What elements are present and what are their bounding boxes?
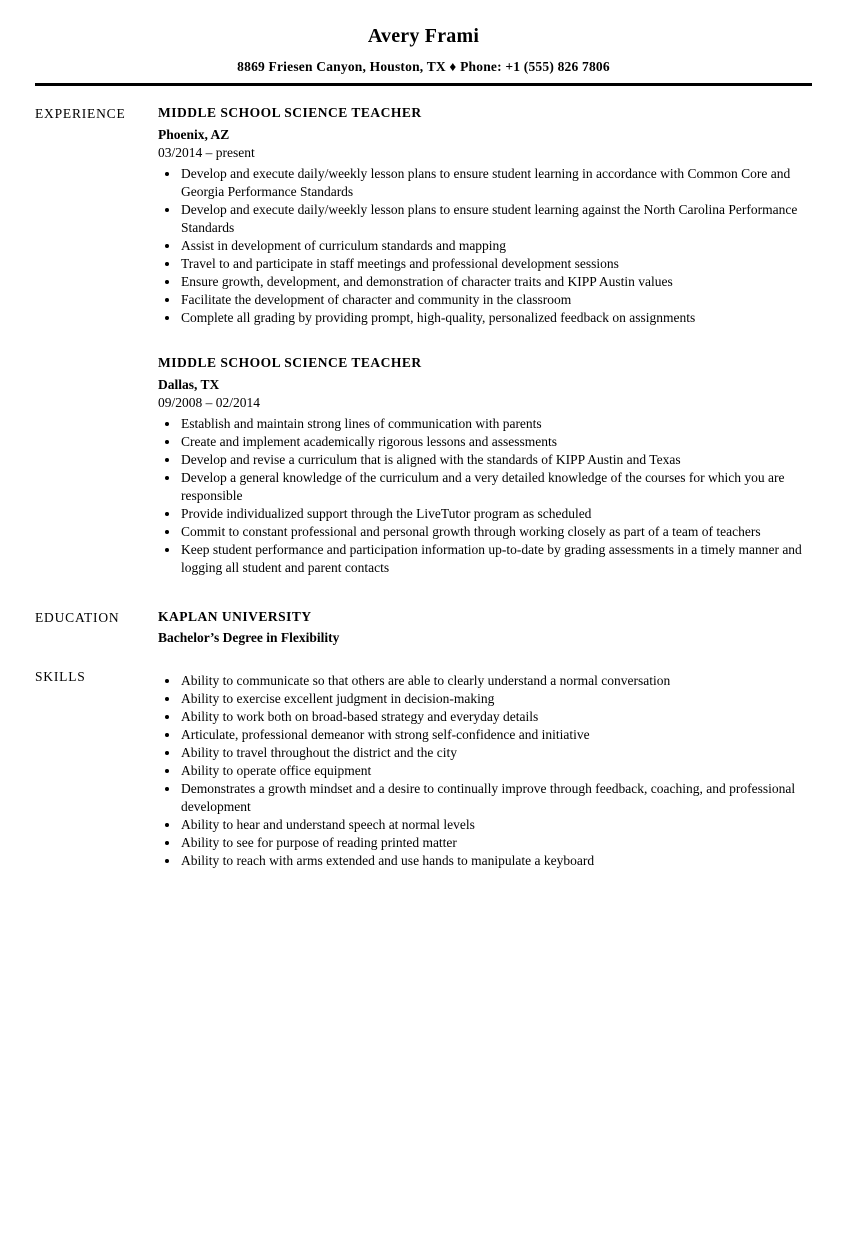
header-divider	[35, 83, 812, 86]
skill-bullet: • Ability to see for purpose of reading printed matter	[180, 834, 812, 852]
skill-bullet: • Ability to exercise excellent judgment in decision-making	[180, 690, 812, 708]
job-title: MIDDLE SCHOOL SCIENCE TEACHER	[158, 355, 422, 370]
skills-list	[158, 672, 812, 870]
contact-line: 8869 Friesen Canyon, Houston, TX ♦ Phone: +1 (555) 826 7806	[237, 59, 610, 74]
experience-jobs	[158, 105, 812, 577]
section-label-education: EDUCATION	[35, 610, 120, 625]
job-bullet: • Create and implement academically rigorous lessons and assessments	[180, 433, 812, 451]
job-bullet: • Provide individualized support through the LiveTutor program as scheduled	[180, 505, 812, 523]
skills-section	[35, 668, 812, 870]
school-name: KAPLAN UNIVERSITY	[158, 609, 312, 624]
job-bullet: • Develop and revise a curriculum that is aligned with the standards of KIPP Austin and Texas	[180, 451, 812, 469]
job-dates: 09/2008 – 02/2014	[158, 395, 261, 410]
job-bullet: • Keep student performance and participation information up-to-date by grading assessments in a timely manner and logging all student and parent contacts	[180, 541, 812, 577]
education-content	[158, 609, 812, 646]
job-bullet: • Assist in development of curriculum standards and mapping	[180, 237, 812, 255]
job-bullet: • Develop and execute daily/weekly lesson plans to ensure student learning in accordance with Common Core and Georgia Performance Standards	[180, 165, 812, 201]
section-label-skills: SKILLS	[35, 669, 86, 684]
job-title: MIDDLE SCHOOL SCIENCE TEACHER	[158, 105, 422, 120]
skills-content	[158, 668, 812, 870]
job-bullet: • Facilitate the development of character and community in the classroom	[180, 291, 812, 309]
skill-bullet: • Demonstrates a growth mindset and a desire to continually improve through feedback, coaching, and professional development	[180, 780, 812, 816]
job-bullet: • Complete all grading by providing prompt, high-quality, personalized feedback on assignments	[180, 309, 812, 327]
job-entry	[158, 105, 812, 327]
resume-header	[35, 25, 812, 75]
job-bullets	[158, 415, 812, 577]
skill-bullet: • Articulate, professional demeanor with strong self-confidence and initiative	[180, 726, 812, 744]
job-dates: 03/2014 – present	[158, 145, 255, 160]
job-bullet: • Ensure growth, development, and demonstration of character traits and KIPP Austin values	[180, 273, 812, 291]
person-name: Avery Frami	[367, 25, 480, 47]
job-location: Phoenix, AZ	[158, 127, 230, 142]
skill-bullet: • Ability to reach with arms extended and use hands to manipulate a keyboard	[180, 852, 812, 870]
job-bullet: • Develop a general knowledge of the curriculum and a very detailed knowledge of the courses for which you are responsible	[180, 469, 812, 505]
skill-bullet: • Ability to work both on broad-based strategy and everyday details	[180, 708, 812, 726]
job-bullet: • Commit to constant professional and personal growth through working closely as part of a team of teachers	[180, 523, 812, 541]
section-label-experience: EXPERIENCE	[35, 106, 126, 121]
skill-bullet: • Ability to hear and understand speech at normal levels	[180, 816, 812, 834]
job-bullet: • Develop and execute daily/weekly lesson plans to ensure student learning against the North Carolina Performance Standards	[180, 201, 812, 237]
job-bullets	[158, 165, 812, 327]
job-location: Dallas, TX	[158, 377, 220, 392]
job-bullet: • Establish and maintain strong lines of communication with parents	[180, 415, 812, 433]
skill-bullet: • Ability to travel throughout the district and the city	[180, 744, 812, 762]
experience-section	[35, 105, 812, 577]
skill-bullet: • Ability to communicate so that others are able to clearly understand a normal conversation	[180, 672, 812, 690]
education-section	[35, 609, 812, 646]
degree-name: Bachelor’s Degree in Flexibility	[158, 630, 340, 645]
job-entry	[158, 355, 812, 577]
job-bullet: • Travel to and participate in staff meetings and professional development sessions	[180, 255, 812, 273]
skill-bullet: • Ability to operate office equipment	[180, 762, 812, 780]
